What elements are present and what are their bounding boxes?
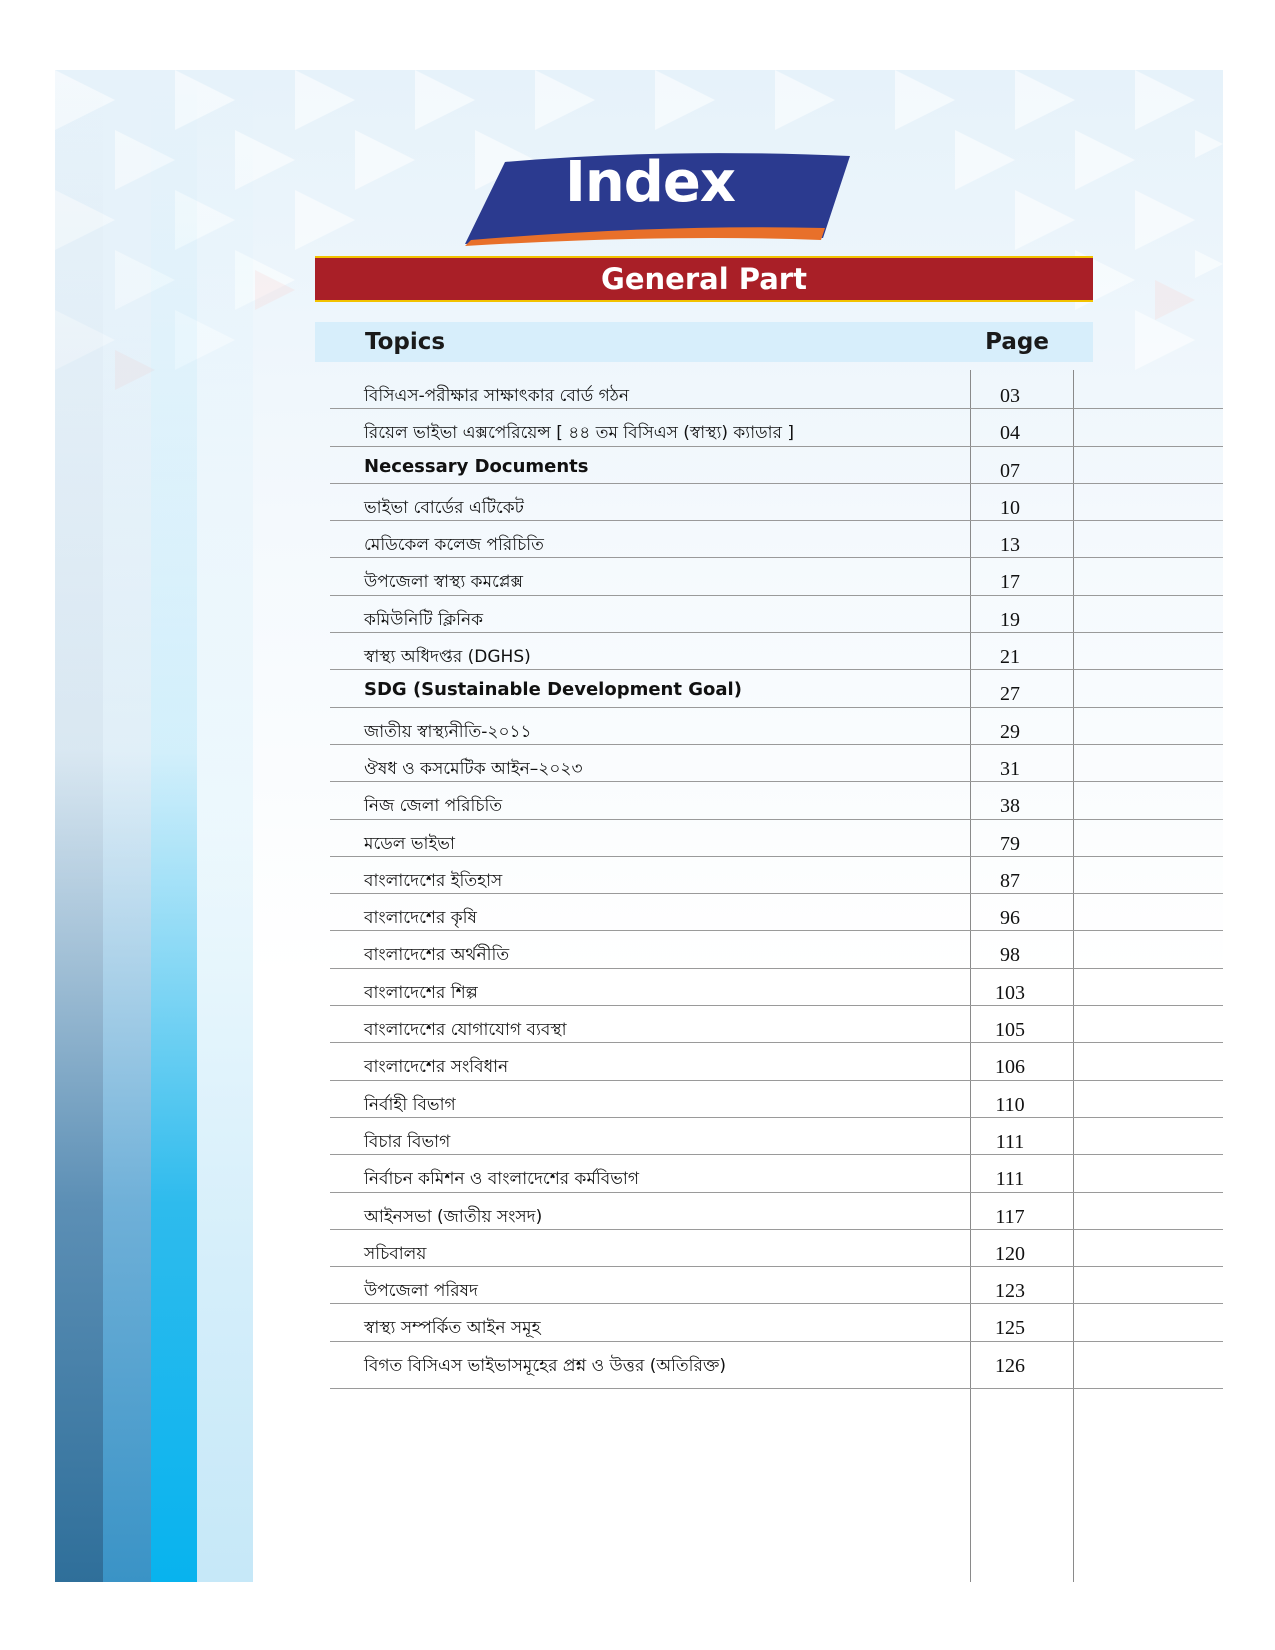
toc-row	[330, 409, 1223, 446]
toc-page-number: 125	[995, 1317, 1025, 1340]
toc-row	[330, 521, 1223, 558]
toc-page-number: 10	[1000, 496, 1020, 519]
toc-topic: বিসিএস-পরীক্ষার সাক্ষাৎকার বোর্ড গঠন	[364, 386, 630, 406]
toc-page-number: 96	[1000, 907, 1020, 930]
toc-page-number: 120	[995, 1242, 1025, 1265]
toc-page-number: 13	[1000, 534, 1020, 557]
toc-row	[330, 1006, 1223, 1043]
toc-row	[330, 782, 1223, 819]
toc-topic: SDG (Sustainable Development Goal)	[364, 679, 742, 701]
toc-topic: বাংলাদেশের শিল্প	[364, 982, 478, 1003]
column-header-page: Page	[985, 329, 1049, 355]
section-title-bar	[315, 256, 1093, 302]
table-of-contents	[330, 372, 1223, 1389]
toc-topic: ভাইভা বোর্ডের এটিকেট	[364, 497, 524, 518]
toc-page-number: 31	[1000, 757, 1020, 780]
index-page	[55, 70, 1223, 1582]
toc-topic: বাংলাদেশের যোগাযোগ ব্যবস্থা	[364, 1020, 567, 1041]
toc-page-number: 111	[995, 1130, 1025, 1153]
toc-topic: মেডিকেল কলেজ পরিচিতি	[364, 535, 544, 556]
toc-topic: স্বাস্থ্য অধিদপ্তর (DGHS)	[364, 647, 531, 668]
toc-row	[330, 372, 1223, 409]
toc-topic: নিজ জেলা পরিচিতি	[364, 796, 503, 817]
toc-row	[330, 447, 1223, 484]
column-header-topics: Topics	[365, 329, 446, 355]
toc-row	[330, 484, 1223, 521]
toc-page-number: 38	[1000, 795, 1020, 818]
toc-row	[330, 1043, 1223, 1080]
toc-topic: জাতীয় স্বাস্থ্যনীতি-২০১১	[364, 721, 532, 742]
toc-page-number: 126	[995, 1354, 1025, 1377]
toc-row	[330, 1193, 1223, 1230]
toc-page-number: 106	[995, 1056, 1025, 1079]
toc-page-number: 17	[1000, 571, 1020, 594]
toc-topic: বাংলাদেশের অর্থনীতি	[364, 945, 510, 966]
toc-row	[330, 1081, 1223, 1118]
toc-row	[330, 857, 1223, 894]
toc-row	[330, 931, 1223, 968]
toc-topic: সচিবালয়	[364, 1243, 427, 1264]
toc-page-number: 27	[1000, 683, 1020, 706]
toc-row	[330, 708, 1223, 745]
toc-page-number: 79	[1000, 832, 1020, 855]
toc-page-number: 110	[995, 1093, 1025, 1116]
toc-topic: আইনসভা (জাতীয় সংসদ)	[364, 1206, 543, 1227]
toc-topic: বাংলাদেশের কৃষি	[364, 908, 477, 929]
toc-row	[330, 1118, 1223, 1155]
toc-topic: মডেল ভাইভা	[364, 833, 455, 854]
toc-page-number: 105	[995, 1019, 1025, 1042]
decorative-stripe	[55, 70, 103, 1582]
toc-page-number: 04	[1000, 422, 1020, 445]
decorative-stripe	[197, 70, 253, 1582]
toc-row	[330, 894, 1223, 931]
toc-topic: বাংলাদেশের সংবিধান	[364, 1057, 509, 1078]
toc-page-number: 19	[1000, 608, 1020, 631]
toc-row	[330, 1304, 1223, 1341]
toc-topic: রিয়েল ভাইভা এক্সপেরিয়েন্স [ ৪৪ তম বিসিএস (স্বাস্থ্য) ক্যাডার ]	[364, 423, 794, 444]
toc-page-number: 03	[1000, 385, 1020, 407]
toc-page-number: 103	[995, 981, 1025, 1004]
toc-topic: নির্বাচন কমিশন ও বাংলাদেশের কর্মবিভাগ	[364, 1169, 639, 1190]
toc-row	[330, 1267, 1223, 1304]
toc-row	[330, 670, 1223, 707]
toc-row	[330, 1155, 1223, 1192]
toc-topic: কমিউনিটি ক্লিনিক	[364, 609, 484, 630]
toc-page-number: 111	[995, 1168, 1025, 1191]
toc-topic: Necessary Documents	[364, 455, 589, 477]
toc-topic: উপজেলা পরিষদ	[364, 1281, 478, 1302]
toc-topic: বাংলাদেশের ইতিহাস	[364, 870, 503, 891]
toc-page-number: 123	[995, 1280, 1025, 1303]
toc-topic: উপজেলা স্বাস্থ্য কমপ্লেক্স	[364, 572, 523, 593]
toc-row	[330, 596, 1223, 633]
index-title: Index	[565, 150, 735, 215]
toc-page-number: 98	[1000, 944, 1020, 967]
toc-topic: বিগত বিসিএস ভাইভাসমূহের প্রশ্ন ও উত্তর (অতিরিক্ত)	[364, 1355, 727, 1376]
section-title: General Part	[601, 262, 807, 296]
table-header	[315, 322, 1093, 362]
toc-row	[330, 1230, 1223, 1267]
decorative-stripe	[151, 70, 197, 1582]
decorative-stripe	[103, 70, 151, 1582]
toc-topic: ঔষধ ও কসমেটিক আইন–২০২৩	[364, 758, 583, 779]
toc-row	[330, 558, 1223, 595]
toc-row	[330, 820, 1223, 857]
toc-row	[330, 745, 1223, 782]
toc-page-number: 29	[1000, 720, 1020, 743]
toc-topic: নির্বাহী বিভাগ	[364, 1094, 456, 1115]
toc-page-number: 117	[995, 1205, 1025, 1228]
toc-row	[330, 969, 1223, 1006]
toc-page-number: 21	[1000, 646, 1020, 669]
toc-row	[330, 1342, 1223, 1389]
toc-topic: স্বাস্থ্য সম্পর্কিত আইন সমূহ	[364, 1318, 541, 1339]
toc-row	[330, 633, 1223, 670]
toc-page-number: 87	[1000, 869, 1020, 892]
toc-page-number: 07	[1000, 459, 1020, 482]
toc-topic: বিচার বিভাগ	[364, 1131, 451, 1152]
